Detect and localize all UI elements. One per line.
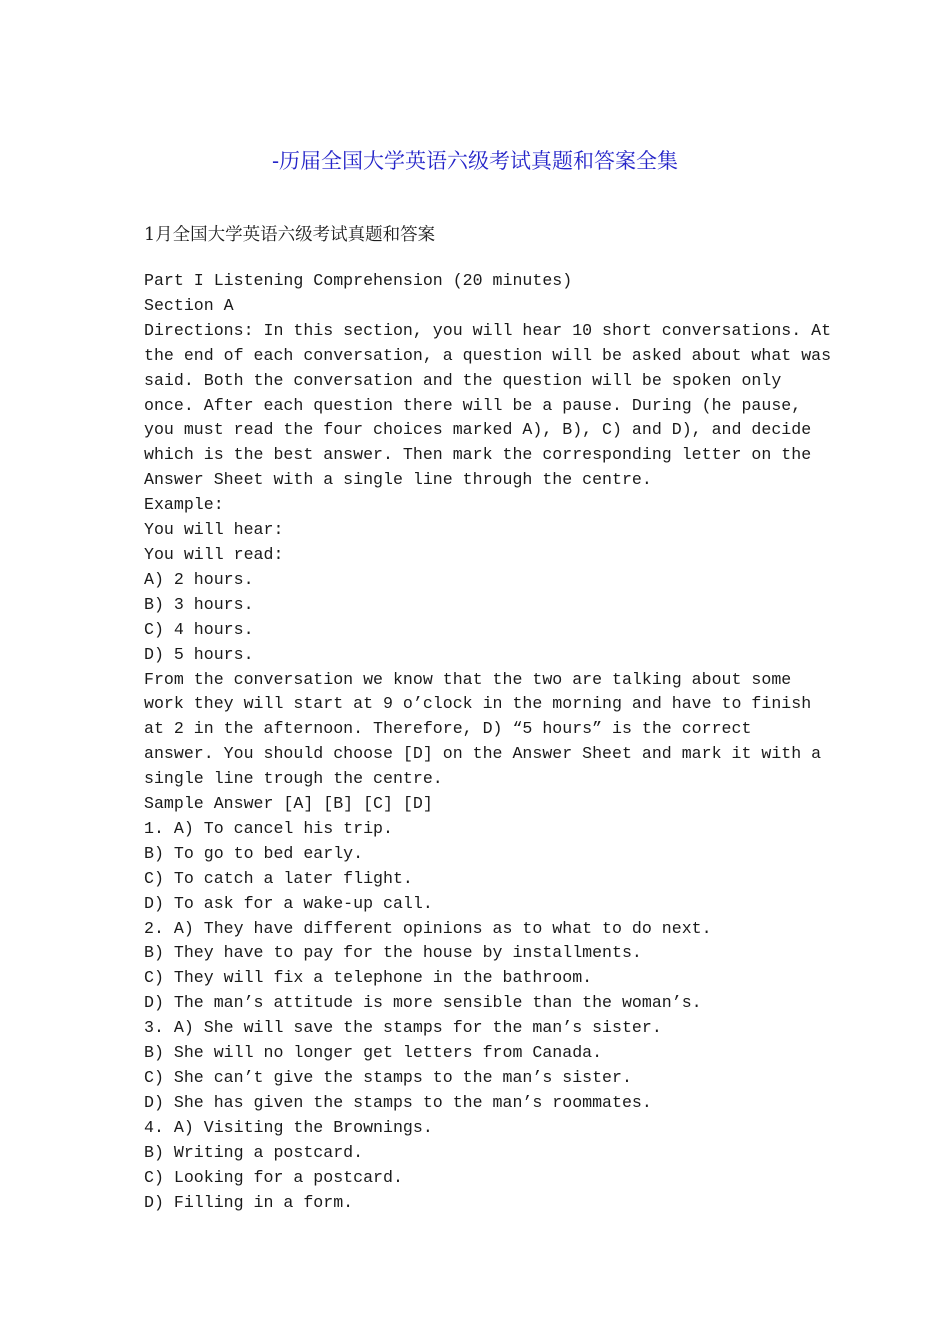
text-line: 4. A) Visiting the Brownings. [144,1117,433,1137]
text-line: Section A [144,295,234,315]
text-line: the end of each conversation, a question will be asked about what was [144,345,832,365]
text-line: once. After each question there will be a pause. During (he pause, [144,395,802,415]
text-line: single line trough the centre. [144,769,443,789]
text-line: Sample Answer [A] [B] [C] [D] [144,794,433,814]
text-line: Directions: In this section, you will hear 10 short conversations. At [144,320,832,340]
text-line: 2. A) They have different opinions as to what to do next. [144,918,712,938]
text-line: C) Looking for a postcard. [144,1167,403,1187]
text-line: at 2 in the afternoon. Therefore, D) “5 hours” is the correct [144,719,752,739]
text-line: From the conversation we know that the two are talking about some [144,669,792,689]
text-line: B) She will no longer get letters from Canada. [144,1043,603,1063]
text-line: C) 4 hours. [144,619,254,639]
text-line: D) To ask for a wake-up call. [144,893,433,913]
text-line: answer. You should choose [D] on the Answer Sheet and mark it with a [144,744,822,764]
text-line: You will read: [144,544,284,564]
exam-subtitle: 1月全国大学英语六级考试真题和答案 [144,225,436,245]
text-line: You will hear: [144,520,284,540]
text-line: D) The man’s attitude is more sensible than the woman’s. [144,993,702,1013]
text-line: C) To catch a later flight. [144,868,413,888]
text-line: Example: [144,495,224,515]
text-line: Answer Sheet with a single line through the centre. [144,470,652,490]
text-line: B) To go to bed early. [144,843,364,863]
text-line: said. Both the conversation and the question will be spoken only [144,370,782,390]
text-line: work they will start at 9 o’clock in the morning and have to finish [144,694,812,714]
text-line: B) 3 hours. [144,594,254,614]
text-line: B) They have to pay for the house by installments. [144,943,642,963]
document-title: -历届全国大学英语六级考试真题和答案全集 [271,149,679,173]
text-line: Part I Listening Comprehension (20 minutes) [144,271,573,290]
text-line: B) Writing a postcard. [144,1142,364,1162]
text-line: C) They will fix a telephone in the bathroom. [144,968,593,988]
text-line: D) Filling in a form. [144,1192,354,1212]
text-line: 3. A) She will save the stamps for the man’s sister. [144,1018,662,1038]
text-line: you must read the four choices marked A), B), C) and D), and decide [144,420,812,440]
text-line: which is the best answer. Then mark the corresponding letter on the [144,445,812,465]
text-line: A) 2 hours. [144,569,254,589]
text-line: D) She has given the stamps to the man’s roommates. [144,1092,652,1112]
text-line: C) She can’t give the stamps to the man’s sister. [144,1068,632,1087]
text-line: 1. A) To cancel his trip. [144,818,393,838]
text-line: D) 5 hours. [144,644,254,664]
document-body [144,269,832,1215]
